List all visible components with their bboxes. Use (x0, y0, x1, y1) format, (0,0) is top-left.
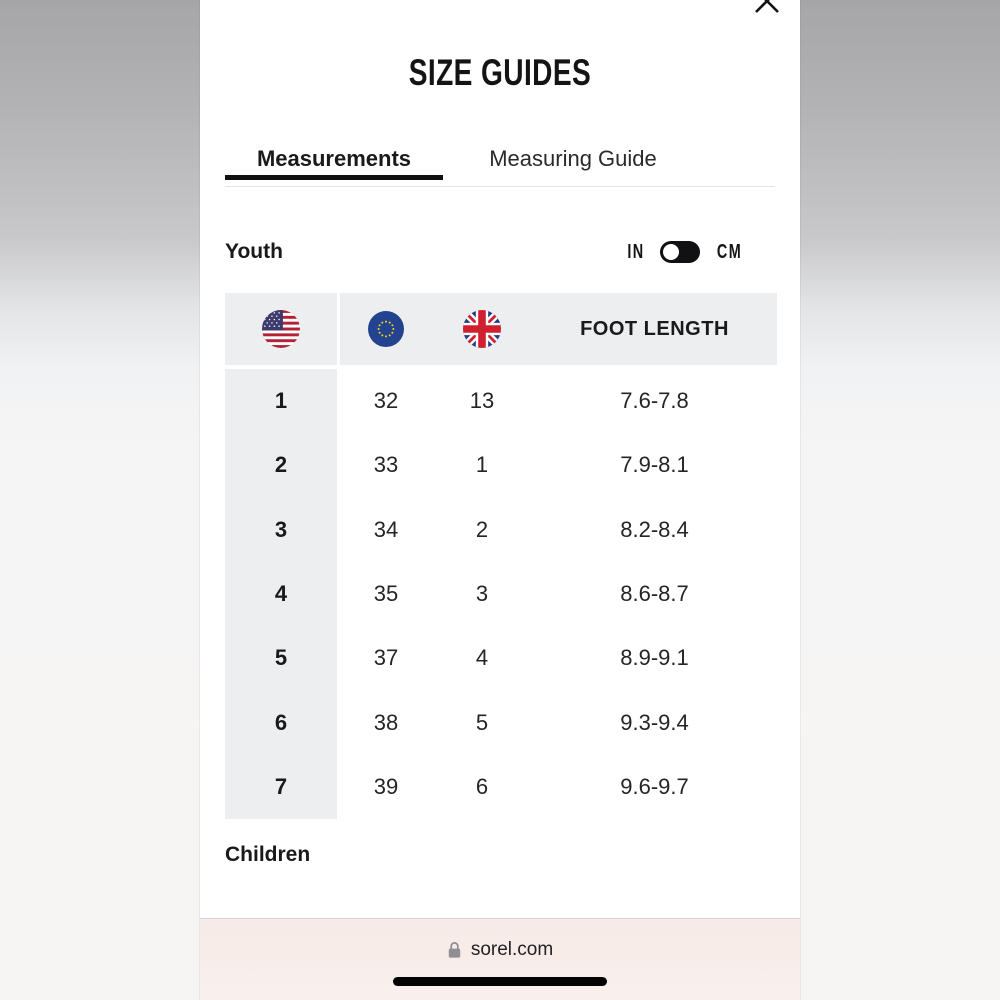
eu-size-cell: 38 (373, 709, 399, 735)
toggle-knob (663, 244, 679, 260)
us-size-cell: 2 (225, 433, 337, 497)
eu-size-cell: 33 (373, 452, 399, 478)
us-flag-icon (262, 310, 300, 348)
uk-flag-icon (463, 310, 501, 348)
section-heading-children: Children (225, 843, 311, 867)
table-row (225, 562, 777, 626)
eu-size-cell: 34 (373, 516, 399, 542)
us-size-cell: 3 (225, 498, 337, 562)
us-size-cell: 7 (225, 755, 337, 819)
us-flag-header-cell (225, 293, 337, 365)
table-row (225, 690, 777, 754)
table-header-row (225, 293, 777, 365)
table-row (225, 626, 777, 690)
uk-size-cell: 6 (475, 773, 489, 799)
tab-measuring-guide[interactable]: Measuring Guide (489, 146, 657, 171)
unit-toggle[interactable] (660, 241, 700, 263)
phone-screen (200, 0, 800, 1000)
eu-size-cell: 37 (373, 645, 399, 671)
unit-label-in[interactable]: IN (627, 240, 645, 263)
size-guides-modal (200, 0, 800, 918)
table-row (225, 755, 777, 819)
uk-size-cell: 13 (469, 388, 495, 414)
eu-flag-header-cell (340, 293, 432, 365)
foot-length-cell: 8.9-9.1 (620, 645, 689, 671)
site-url: sorel.com (470, 939, 554, 960)
table-row (225, 369, 777, 433)
uk-flag-header-cell (432, 293, 532, 365)
foot-length-cell: 7.6-7.8 (620, 388, 689, 414)
section-controls (225, 233, 775, 271)
eu-size-cell: 35 (373, 581, 399, 607)
unit-toggle-group (624, 241, 747, 264)
table-row (225, 498, 777, 562)
home-indicator[interactable] (393, 977, 607, 986)
uk-size-cell: 3 (475, 581, 489, 607)
eu-size-cell: 32 (373, 388, 399, 414)
uk-size-cell: 5 (475, 709, 489, 735)
eu-flag-icon (368, 311, 404, 347)
foot-length-header: FOOT LENGTH (532, 293, 777, 365)
table-row (225, 433, 777, 497)
lock-icon (447, 941, 462, 959)
foot-length-cell: 9.3-9.4 (620, 709, 689, 735)
foot-length-cell: 9.6-9.7 (620, 773, 689, 799)
size-table (225, 293, 777, 819)
us-size-cell: 4 (225, 562, 337, 626)
page-title: SIZE GUIDES (408, 52, 592, 93)
table-header-wide-cell (340, 293, 777, 365)
close-icon (752, 3, 782, 20)
browser-bottom-bar (200, 918, 800, 1000)
us-size-cell: 6 (225, 690, 337, 754)
eu-size-cell: 39 (373, 773, 399, 799)
section-heading-youth: Youth (225, 240, 283, 263)
address-bar[interactable] (200, 919, 800, 961)
us-size-cell: 1 (225, 369, 337, 433)
tab-measurements[interactable]: Measurements (225, 134, 443, 186)
unit-label-cm[interactable]: CM (716, 240, 743, 263)
uk-size-cell: 1 (475, 452, 489, 478)
tab-bar (225, 134, 775, 187)
foot-length-cell: 8.6-8.7 (620, 581, 689, 607)
us-size-cell: 5 (225, 626, 337, 690)
foot-length-cell: 8.2-8.4 (620, 516, 689, 542)
foot-length-cell: 7.9-8.1 (620, 452, 689, 478)
uk-size-cell: 4 (475, 645, 489, 671)
uk-size-cell: 2 (475, 516, 489, 542)
close-button[interactable] (752, 0, 782, 16)
